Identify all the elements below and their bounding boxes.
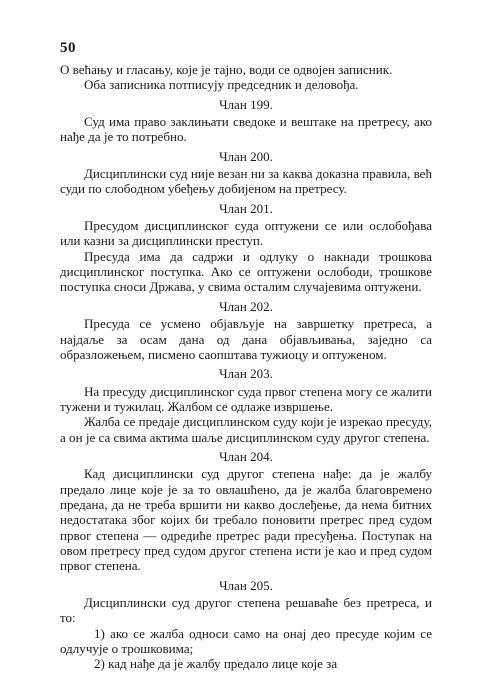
- page-number: 50: [60, 40, 76, 56]
- article-heading: Члан 205.: [219, 577, 273, 593]
- list-item: 2) кад нађе да је жалбу предало лице које за: [94, 656, 338, 672]
- article-heading: Члан 202.: [219, 298, 273, 314]
- list: [60, 626, 432, 672]
- paragraph: Дисциплински суд другог степена решаваће без претреса, и то:: [60, 595, 432, 626]
- paragraph: Пресудом дисциплинског суда оптужени се или ослобођава или казни за дисциплински преступ.: [60, 218, 432, 249]
- paragraph: Пресуда има да садржи и одлуку о накнади трошкова дисциплинског поступка. Ако се оптужени ослободи, трошкове поступка сноси Држава, у свима осталим случајевима оптужени.: [60, 248, 432, 295]
- paragraph: На пресуду дисциплинског суда првог степена могу се жалити тужени и тужилац. Жалбом се одлаже извршење.: [60, 383, 432, 414]
- paragraph: Суд има право заклињати сведоке и вештаке на претресу, ако нађе да је то потребно.: [60, 114, 432, 145]
- paragraph: О већању и гласању, које је тајно, води се одвојен записник.: [60, 62, 393, 77]
- list-item: 1) ако се жалба односи само на онај део пресуде којим се одлучује о трошковима;: [60, 625, 432, 657]
- article-heading: Члан 199.: [219, 96, 273, 112]
- article-heading: Члан 203.: [219, 366, 273, 382]
- paragraph: Дисциплински суд није везан ни за каква доказна правила, већ суди по слободном убеђењу добијеном на претресу.: [60, 166, 432, 197]
- paragraph: Кад дисциплински суд другог степена нађе: да је жалбу предало лице које је за то овлашћено, да је жалба благовремено предана, да не треба вршити ни какво дослеђење, да нема битних недостатака због којих би требало поновити претрес пред судом првог степена — одредиће претрес ради пресуђења. Поступак на овом претресу пред судом другог степена исти је као и пред судом првог степена.: [60, 466, 432, 574]
- article-heading: Члан 200.: [219, 148, 273, 164]
- page-body: [60, 62, 432, 672]
- paragraph: Оба записника потписују председник и деловођа.: [84, 77, 359, 93]
- paragraph: Жалба се предаје дисциплинском суду који је изрекао пресуду, а он је са свима актима шаље дисциплинском суду другог степена.: [60, 414, 432, 445]
- article-heading: Члан 201.: [219, 200, 273, 216]
- article-heading: Члан 204.: [219, 448, 273, 464]
- paragraph: Пресуда се усмено објављује на завршетку претреса, а најдаље за осам дана од дана објављивања, заједно са образложењем, писмено саопштава тужиоцу и оптуженом.: [60, 316, 432, 362]
